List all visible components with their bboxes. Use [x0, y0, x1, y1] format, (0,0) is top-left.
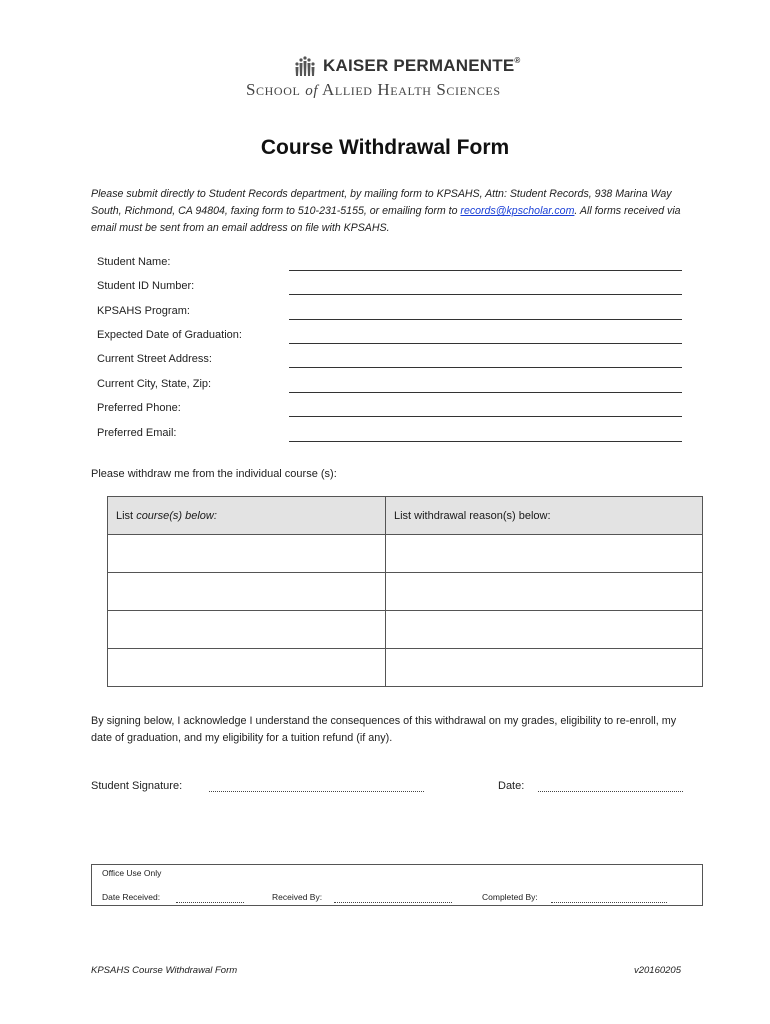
office-use-box — [91, 864, 703, 906]
acknowledgement-text: By signing below, I acknowledge I understand the consequences of this withdrawal on my grades, eligibility to re-enroll, my date of graduation, and my eligibility for a tuition refund (if any). — [91, 715, 677, 744]
course-cell[interactable] — [108, 611, 386, 649]
reason-cell[interactable] — [386, 649, 703, 687]
field-phone — [97, 400, 682, 420]
phone-input[interactable] — [289, 416, 682, 417]
field-graduation-date — [97, 327, 682, 347]
signature-input[interactable] — [209, 791, 424, 792]
field-street-address — [97, 351, 682, 371]
table-row — [108, 535, 703, 573]
reason-cell[interactable] — [386, 611, 703, 649]
withdraw-instruction: Please withdraw me from the individual course (s): — [91, 468, 337, 480]
office-use-title: Office Use Only — [102, 868, 162, 878]
kaiser-logo-icon — [293, 55, 317, 77]
email-link[interactable]: records@kpscholar.com — [460, 205, 575, 217]
field-email — [97, 425, 682, 445]
city-state-zip-input[interactable] — [289, 392, 682, 393]
date-input[interactable] — [538, 791, 683, 792]
reason-cell[interactable] — [386, 535, 703, 573]
reason-cell[interactable] — [386, 573, 703, 611]
footer-form-name: KPSAHS Course Withdrawal Form — [91, 965, 238, 976]
email-input[interactable] — [289, 441, 682, 442]
table-row — [108, 611, 703, 649]
logo — [293, 54, 520, 78]
street-address-input[interactable] — [289, 367, 682, 368]
student-id-input[interactable] — [289, 294, 682, 295]
field-label: Current City, State, Zip: — [97, 378, 212, 390]
date-received-input[interactable] — [176, 902, 244, 903]
field-label: KPSAHS Program: — [97, 305, 190, 317]
completed-by-input[interactable] — [551, 902, 667, 903]
date-received-label: Date Received: — [102, 892, 161, 902]
field-student-name — [97, 254, 682, 274]
date-label: Date: — [498, 780, 525, 792]
field-label: Current Street Address: — [97, 353, 212, 365]
school-name: School of Allied Health Sciences — [246, 80, 501, 99]
student-name-input[interactable] — [289, 270, 682, 271]
logo-brand: KAISER PERMANENTE® — [323, 56, 521, 75]
course-cell[interactable] — [108, 573, 386, 611]
table-row — [108, 573, 703, 611]
graduation-date-input[interactable] — [289, 343, 682, 344]
intro-text: Please submit directly to Student Records department, by mailing form to KPSAHS, Attn: Student Records, 938 Marina Way South, Richmond, CA 94804, faxing form to 510-231-5155, or emailing form to records@kpscholar.com. All forms received via email must be sent from an email address on file with KPSAHS. — [91, 188, 681, 234]
completed-by-label: Completed By: — [482, 892, 538, 902]
course-cell[interactable] — [108, 649, 386, 687]
table-row — [108, 649, 703, 687]
courses-column-header: List course(s) below: — [108, 497, 386, 535]
field-student-id — [97, 278, 682, 298]
field-label: Preferred Email: — [97, 427, 177, 439]
field-label: Expected Date of Graduation: — [97, 329, 242, 341]
field-label: Student ID Number: — [97, 280, 195, 292]
field-label: Preferred Phone: — [97, 402, 181, 414]
course-table — [107, 496, 703, 687]
signature-label: Student Signature: — [91, 780, 183, 792]
program-input[interactable] — [289, 319, 682, 320]
received-by-input[interactable] — [334, 902, 452, 903]
received-by-label: Received By: — [272, 892, 323, 902]
field-label: Student Name: — [97, 256, 171, 268]
reasons-column-header: List withdrawal reason(s) below: — [386, 497, 703, 535]
table-header-row — [108, 497, 703, 535]
course-cell[interactable] — [108, 535, 386, 573]
field-city-state-zip — [97, 376, 682, 396]
page-title: Course Withdrawal Form — [260, 136, 510, 159]
field-program — [97, 303, 682, 323]
footer-version: v20160205 — [633, 965, 681, 976]
